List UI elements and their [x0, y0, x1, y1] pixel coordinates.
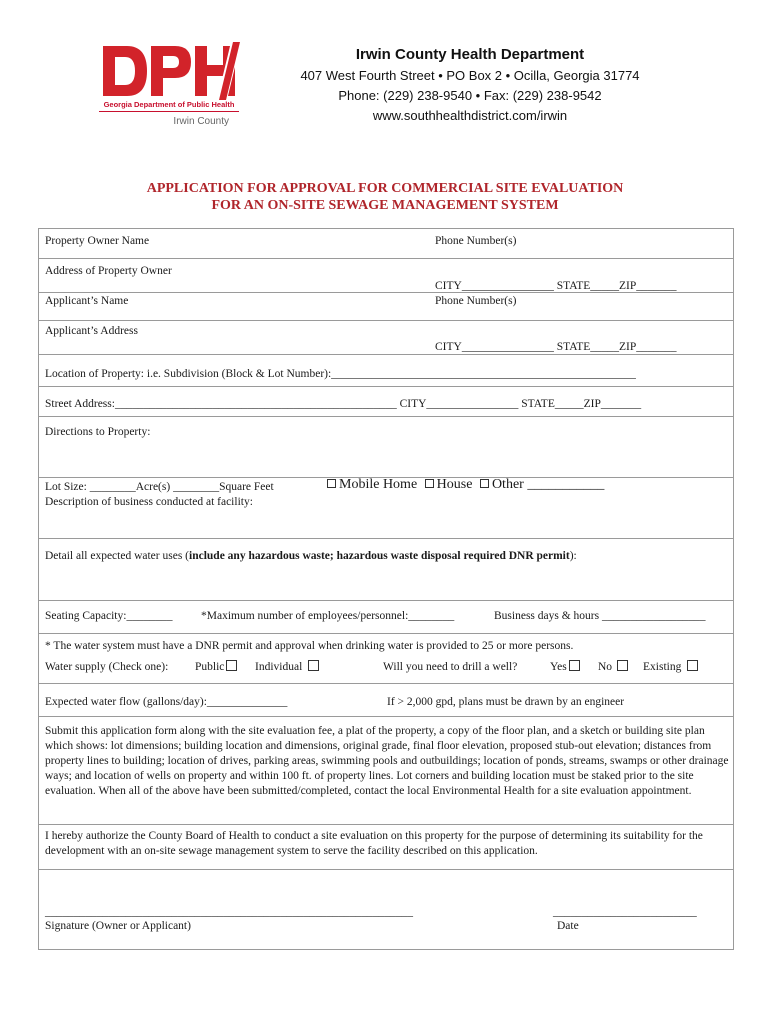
existing-label: Existing: [643, 661, 682, 673]
existing-checkbox[interactable]: [687, 660, 698, 671]
phone-numbers-label-2[interactable]: Phone Number(s): [435, 295, 517, 307]
water-supply-individual: [255, 660, 319, 674]
water-supply-label: Water supply (Check one):: [45, 661, 169, 673]
no-label: No: [598, 661, 613, 673]
org-website[interactable]: www.southhealthdistrict.com/irwin: [372, 108, 568, 123]
no-checkbox[interactable]: [617, 660, 628, 671]
divider: [39, 416, 733, 417]
lot-size[interactable]: Lot Size: ________Acre(s) ________Square Feet: [45, 481, 274, 493]
form-title-line2: FOR AN ON-SITE SEWAGE MANAGEMENT SYSTEM: [211, 198, 559, 213]
dph-logo: [95, 40, 245, 132]
logo-county: Irwin County: [173, 116, 229, 127]
water-supply-public: [195, 660, 237, 674]
org-phone-fax: Phone: (229) 238-9540 • Fax: (229) 238-9542: [338, 88, 602, 103]
header-info: [270, 44, 670, 126]
yes-checkbox[interactable]: [569, 660, 580, 671]
authorization-statement: I hereby authorize the County Board of Health to conduct a site evaluation on this property for the purpose of determining its suitability for the development with an on-site sewage management system to serve the facility described on this application.: [45, 830, 703, 857]
mobile-home-label: Mobile Home: [339, 477, 418, 492]
water-uses-end: ):: [569, 550, 577, 562]
org-address: 407 West Fourth Street • PO Box 2 • Ocilla, Georgia 31774: [300, 68, 640, 83]
other-label[interactable]: Other ___________: [491, 477, 605, 492]
well-no: [598, 660, 628, 674]
org-name: Irwin County Health Department: [355, 46, 585, 63]
application-form: [38, 228, 734, 950]
street-address[interactable]: Street Address:_________________________________________________ CITY________________ STATE_____ZIP_______: [45, 398, 642, 410]
date-line[interactable]: _________________________: [553, 906, 697, 918]
signature-label: Signature (Owner or Applicant): [45, 920, 191, 932]
divider: [39, 258, 733, 259]
owner-address-label[interactable]: Address of Property Owner: [45, 265, 172, 277]
water-uses-bold: include any hazardous waste; hazardous waste disposal required DNR permit: [189, 550, 570, 562]
property-type-options: [327, 478, 604, 492]
flow-engineer-note: If > 2,000 gpd, plans must be drawn by an engineer: [387, 696, 625, 708]
owner-city-state-zip[interactable]: CITY________________ STATE_____ZIP_______: [435, 280, 677, 292]
house-checkbox[interactable]: [425, 479, 434, 488]
water-uses-lead: Detail all expected water uses (: [45, 550, 190, 562]
mobile-home-checkbox[interactable]: [327, 479, 336, 488]
dnr-note: * The water system must have a DNR permit and approval when drinking water is provided to 25 or more persons.: [45, 640, 574, 652]
form-title-line1: APPLICATION FOR APPROVAL FOR COMMERCIAL SITE EVALUATION: [146, 181, 624, 196]
divider: [39, 824, 733, 825]
date-label: Date: [557, 920, 579, 932]
business-description-label[interactable]: Description of business conducted at facility:: [45, 496, 253, 508]
applicant-city-state-zip[interactable]: CITY________________ STATE_____ZIP_______: [435, 341, 677, 353]
submission-instructions: Submit this application form along with the site evaluation fee, a plat of the property, a copy of the floor plan, and a sketch or building site plan which shows: lot dimensions; building location and dimensions, original grade, final floor elevation, proposed stub-out elevation; distances from property lines to building; location of drives, parking areas, swimming pools and outbuildings; location of ponds, streams, swamps or other drainage ways; and location of wells on property and within 100 ft. of property lines. Lot corners and building location must be staked prior to the site evaluation. When all of the above have been submitted/completed, contact the local Environmental Health for a site evaluation appointment.: [45, 725, 729, 797]
phone-numbers-label-1[interactable]: Phone Number(s): [435, 235, 517, 247]
public-label: Public: [195, 661, 225, 673]
divider: [39, 683, 733, 684]
divider: [39, 600, 733, 601]
house-label: House: [436, 477, 473, 492]
applicant-address-label[interactable]: Applicant’s Address: [45, 325, 138, 337]
applicant-name-label[interactable]: Applicant’s Name: [45, 295, 129, 307]
directions-label[interactable]: Directions to Property:: [45, 426, 151, 438]
location-of-property[interactable]: Location of Property: i.e. Subdivision (Block & Lot Number):_____________________________________________________: [45, 368, 636, 380]
well-yes: [550, 660, 580, 674]
individual-label: Individual: [255, 661, 303, 673]
individual-checkbox[interactable]: [308, 660, 319, 671]
business-days-hours[interactable]: Business days & hours __________________: [494, 610, 706, 622]
divider: [39, 320, 733, 321]
property-owner-name-label[interactable]: Property Owner Name: [45, 235, 150, 247]
drill-well-question: Will you need to drill a well?: [383, 661, 518, 673]
signature-line[interactable]: ________________________________________________________________: [45, 906, 413, 918]
well-existing: [643, 660, 698, 674]
other-checkbox[interactable]: [480, 479, 489, 488]
expected-water-flow[interactable]: Expected water flow (gallons/day):______________: [45, 696, 288, 708]
divider: [39, 292, 733, 293]
max-employees[interactable]: *Maximum number of employees/personnel:________: [201, 610, 455, 622]
public-checkbox[interactable]: [226, 660, 237, 671]
divider: [39, 633, 733, 634]
form-title: [40, 180, 730, 214]
logo-subtitle: Georgia Department of Public Health: [99, 100, 239, 112]
seating-capacity[interactable]: Seating Capacity:________: [45, 610, 173, 622]
divider: [39, 538, 733, 539]
divider: [39, 716, 733, 717]
yes-label: Yes: [550, 661, 567, 673]
dph-logo-mark: [95, 40, 245, 102]
divider: [39, 354, 733, 355]
divider: [39, 869, 733, 870]
divider: [39, 386, 733, 387]
water-uses-label[interactable]: [45, 549, 577, 563]
